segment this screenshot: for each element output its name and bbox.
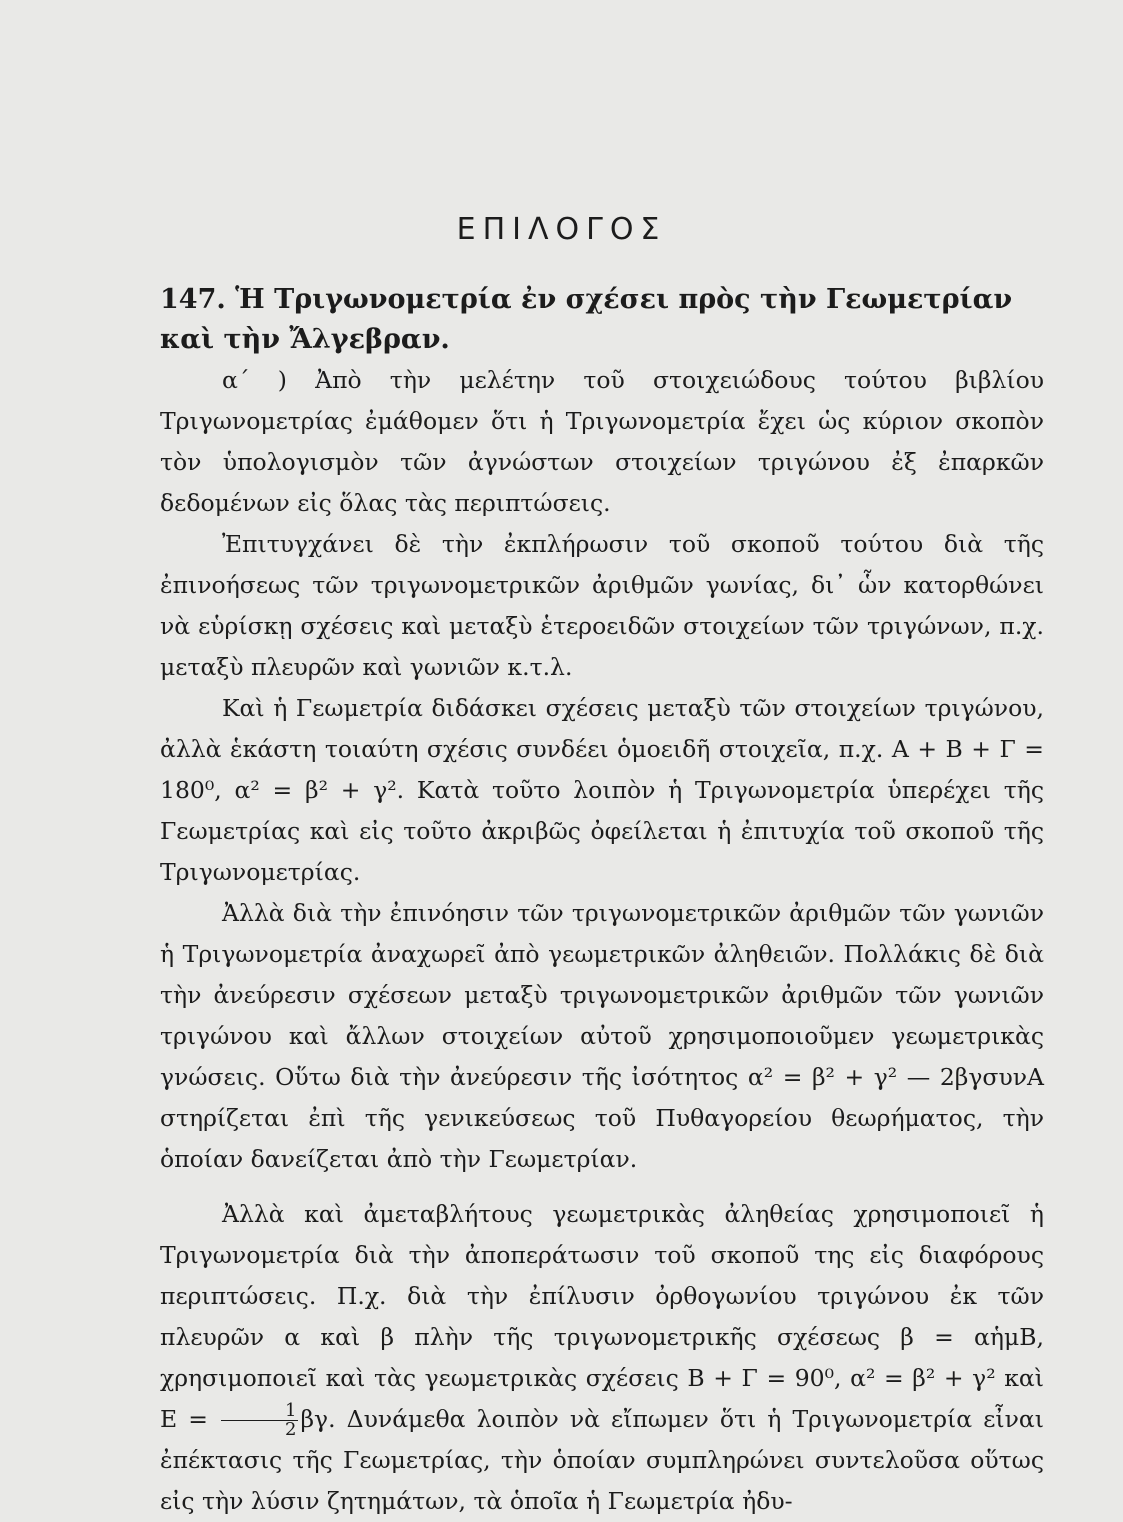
- fraction-one-half: [221, 1402, 298, 1439]
- paragraph-5-start: Ἀλλὰ καὶ ἀμεταβλήτους γεωμετρικὰς ἀληθείας χρησιμοποιεῖ ἡ Τριγωνομετρία διὰ τὴν ἀποπεράτωσιν τοῦ σκοποῦ της εἰς διαφόρους περιπτώσεις. Π.χ. διὰ τὴν ἐπίλυσιν ὀρθογωνίου τριγώνου ἐκ τῶν πλευρῶν α καὶ β πλὴν τῆς τριγωνομετρικῆς σχέσεως β = αἡμΒ, χρησιμοποιεῖ καὶ τὰς γεωμετρικὰς σχέσεις Β + Γ = 90⁰, α² = β² + γ² καὶ Ε =: [160, 1200, 1044, 1433]
- paragraph-5-end: βγ. Δυνάμεθα λοιπὸν νὰ εἴπωμεν ὅτι ἡ Τριγωνομετρία εἶναι ἐπέκτασις τῆς Γεωμετρίας, τὴν ὁποίαν συμπληρώνει συντελοῦσα οὕτως εἰς τὴν λύσιν ζητημάτων, τὰ ὁποῖα ἡ Γεωμετρία ἠδυ-: [160, 1405, 1044, 1515]
- paragraph-4: Ἀλλὰ διὰ τὴν ἐπινόησιν τῶν τριγωνομετρικῶν ἀριθμῶν τῶν γωνιῶν ἡ Τριγωνομετρία ἀναχωρεῖ ἀπὸ γεωμετρικῶν ἀληθειῶν. Πολλάκις δὲ διὰ τὴν ἀνεύρεσιν σχέσεων μεταξὺ τριγωνομετρικῶν ἀριθμῶν τῶν γωνιῶν τριγώνου καὶ ἄλλων στοιχείων αὐτοῦ χρησιμοποιοῦμεν γεωμετρικὰς γνώσεις. Οὕτω διὰ τὴν ἀνεύρεσιν τῆς ἰσότητος α² = β² + γ² — 2βγσυνΑ στηρίζεται ἐπὶ τῆς γενικεύσεως τοῦ Πυθαγορείου θεωρήματος, τὴν ὁποίαν δανείζεται ἀπὸ τὴν Γεωμετρίαν.: [160, 899, 1044, 1173]
- paragraph-3: Καὶ ἡ Γεωμετρία διδάσκει σχέσεις μεταξὺ τῶν στοιχείων τριγώνου, ἀλλὰ ἑκάστη τοιαύτη σχέσις συνδέει ὁμοειδῆ στοιχεῖα, π.χ. Α + Β + Γ = 180⁰, α² = β² + γ². Κατὰ τοῦτο λοιπὸν ἡ Τριγωνομετρία ὑπερέχει τῆς Γεωμετρίας καὶ εἰς τοῦτο ἀκριβῶς ὀφείλεται ἡ ἐπιτυχία τοῦ σκοποῦ τῆς Τριγωνομετρίας.: [160, 694, 1044, 886]
- section-title: Ἡ Τριγωνομετρία ἐν σχέσει πρὸς τὴν Γεωμετρίαν καὶ τὴν Ἄλγεβραν.: [160, 284, 1013, 355]
- paragraph-2: Ἐπιτυγχάνει δὲ τὴν ἐκπλήρωσιν τοῦ σκοποῦ τούτου διὰ τῆς ἐπινοήσεως τῶν τριγωνομετρικῶν ἀριθμῶν γωνίας, δι᾽ ὧν κατορθώνει νὰ εὑρίσκῃ σχέσεις καὶ μεταξὺ ἑτεροειδῶν στοιχείων τῶν τριγώνων, π.χ. μεταξὺ πλευρῶν καὶ γωνιῶν κ.τ.λ.: [160, 530, 1044, 681]
- section-number: 147.: [160, 284, 226, 315]
- section-heading: [160, 280, 1040, 360]
- chapter-title: ΕΠΙΛΟΓΟΣ: [456, 212, 667, 247]
- paragraph-5: [160, 1194, 1044, 1522]
- fraction-numerator: 1: [221, 1402, 298, 1421]
- body-text: [160, 360, 1044, 1522]
- paragraph-1: α΄ ) Ἀπὸ τὴν μελέτην τοῦ στοιχειώδους τούτου βιβλίου Τριγωνομετρίας ἐμάθομεν ὅτι ἡ Τριγωνομετρία ἔχει ὡς κύριον σκοπὸν τὸν ὑπολογισμὸν τῶν ἀγνώστων στοιχείων τριγώνου ἐξ ἐπαρκῶν δεδομένων εἰς ὅλας τὰς περιπτώσεις.: [160, 366, 1044, 517]
- fraction-denominator: 2: [285, 1419, 297, 1440]
